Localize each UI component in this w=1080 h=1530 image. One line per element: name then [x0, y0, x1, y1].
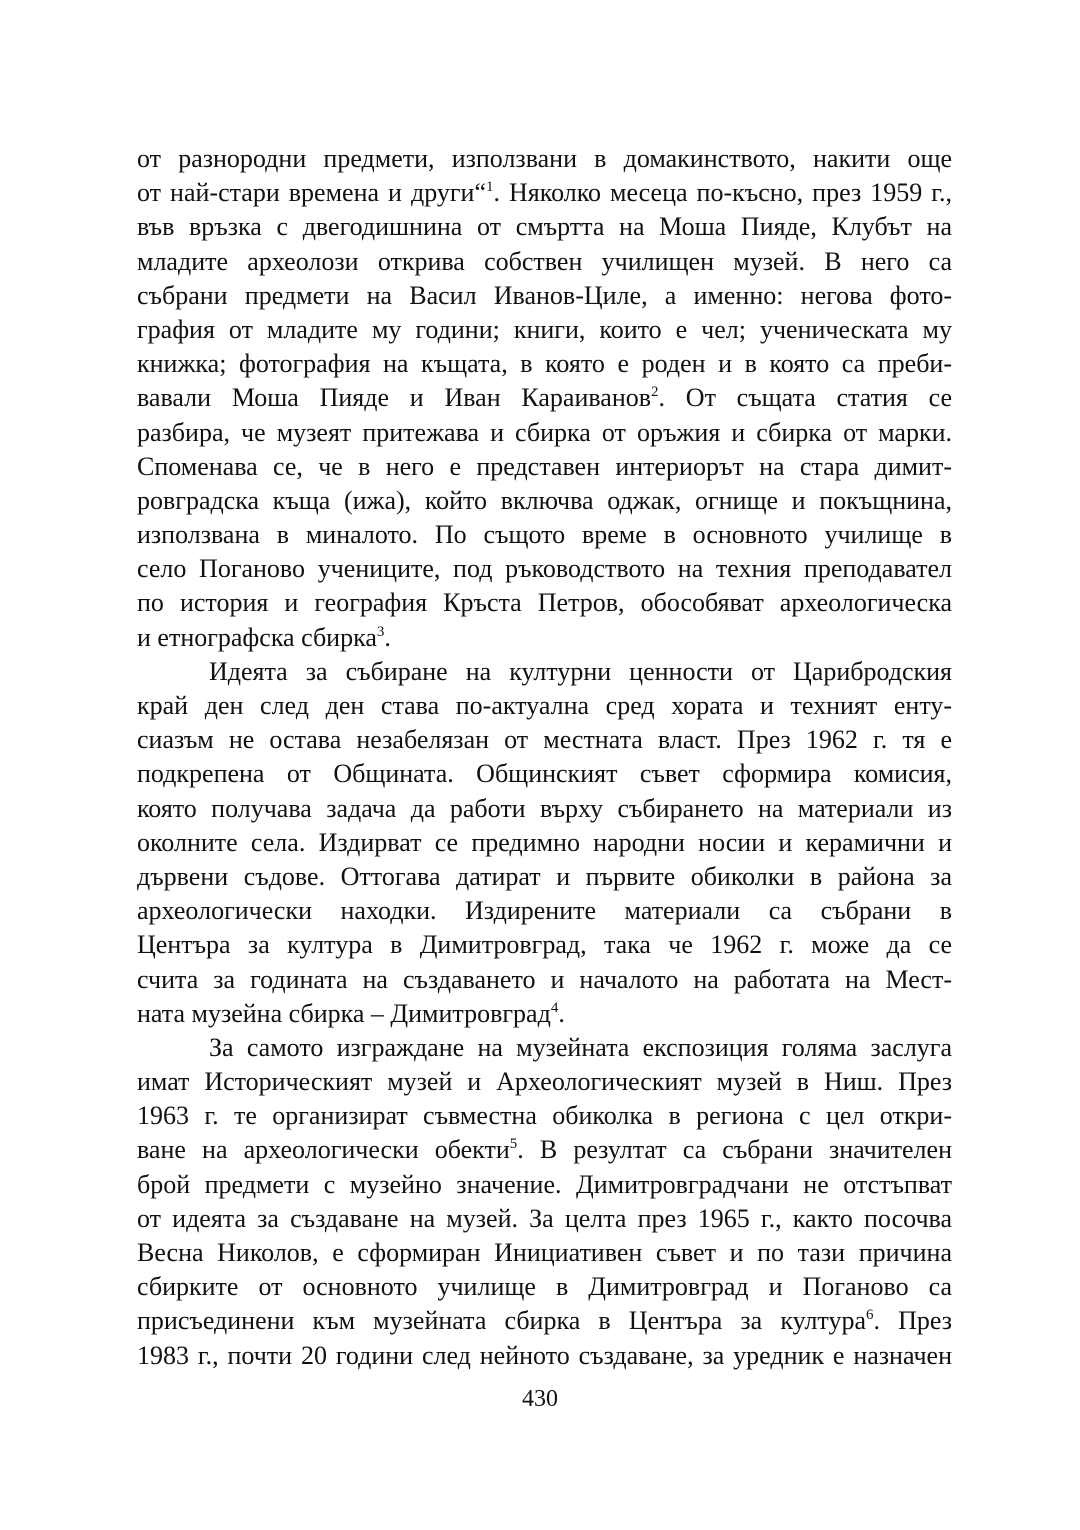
line-text: книжка; фотография на къщата, в която е роден и в която са преби-: [137, 349, 952, 379]
text-line: [137, 757, 952, 791]
text-line: [137, 176, 952, 210]
line-text: използвана в миналото. По същото време в основното училище в: [137, 520, 952, 550]
text-line: [137, 621, 952, 655]
line-text: имат Историческият музей и Археологическият музей в Ниш. През: [137, 1067, 952, 1097]
line-text: счита за годината на създаването и началото на работата на Мест-: [137, 964, 952, 994]
text-line: [137, 484, 952, 518]
text-line: [137, 552, 952, 586]
footnote-reference: 2: [651, 384, 659, 401]
line-text: сиазъм не остава незабелязан от местната власт. През 1962 г. тя е: [137, 725, 952, 755]
text-line: [137, 1202, 952, 1236]
text-line: [137, 518, 952, 552]
line-text: ната музейна сбирка – Димитровград: [137, 998, 551, 1028]
text-line: [137, 381, 952, 415]
text-line: [137, 1168, 952, 1202]
line-text: от идеята за създаване на музей. За целта през 1965 г., както посочва: [137, 1203, 952, 1233]
paragraph: [137, 142, 952, 655]
text-line: [137, 1031, 952, 1065]
line-text: брой предмети с музейно значение. Димитровградчани не отстъпват: [137, 1169, 952, 1199]
line-text-continued: . От същата статия се: [658, 383, 953, 413]
text-line: [137, 963, 952, 997]
line-text: от разнородни предмети, използвани в домакинството, накити още: [137, 144, 952, 173]
line-text: околните села. Издирват се предимно народни носии и керамични и: [137, 827, 952, 857]
line-text: 1983 г., почти 20 години след нейното създаване, за уредник е назначен: [137, 1340, 952, 1370]
line-text-continued: . В резултат са събрани значителен: [517, 1135, 952, 1165]
line-text-continued: . През: [873, 1306, 952, 1336]
text-line: [137, 826, 952, 860]
line-text-continued: . Няколко месеца по-късно, през 1959 г.,: [493, 178, 952, 208]
body-text: [137, 142, 952, 1373]
paragraph: [137, 655, 952, 1031]
text-line: [137, 723, 952, 757]
line-text: дървени съдове. Оттогава датират и първите обиколки в района за: [137, 861, 952, 891]
footnote-reference: 5: [509, 1136, 518, 1153]
footnote-reference: 4: [550, 999, 559, 1016]
text-line: [137, 928, 952, 962]
line-text: от най-стари времена и други“: [137, 178, 486, 208]
text-line: [137, 1270, 952, 1304]
line-text: която получава задача да работи върху събирането на материали из: [137, 793, 952, 823]
text-line: [137, 347, 952, 381]
line-text: вавали Моша Пияде и Иван Караиванов: [137, 383, 652, 413]
line-text: разбира, че музеят притежава и сбирка от оръжия и сбирка от марки.: [137, 417, 952, 447]
line-text: ровградска къща (ижа), който включва оджак, огнище и покъщнина,: [137, 485, 952, 515]
line-text: събрани предмети на Васил Иванов-Циле, а именно: негова фото-: [137, 280, 952, 310]
text-line: [137, 1133, 952, 1167]
text-line: [137, 450, 952, 484]
line-text: край ден след ден става по-актуална сред хората и техният енту-: [137, 691, 952, 720]
line-text: Центъра за култура в Димитровград, така че 1962 г. може да се: [137, 930, 952, 960]
line-text: село Поганово учениците, под ръководството на техния преподавател: [137, 554, 952, 584]
text-line: [137, 1304, 952, 1338]
text-line: [137, 210, 952, 244]
page-number: 430: [522, 1386, 558, 1412]
line-text: ване на археологически обекти: [137, 1135, 510, 1165]
line-text: 1963 г. те организират съвместна обиколка в региона с цел откри-: [137, 1101, 952, 1131]
text-line: [137, 142, 952, 176]
line-text: подкрепена от Общината. Общинският съвет сформира комисия,: [137, 759, 952, 789]
text-line: [137, 1339, 952, 1373]
text-line: [137, 586, 952, 620]
line-text: Идеята за събиране на културни ценности от Царибродския: [209, 656, 952, 686]
footnote-reference: 3: [376, 623, 385, 640]
text-line: [137, 689, 952, 723]
line-text: и етнографска сбирка: [137, 622, 377, 652]
text-line: [137, 894, 952, 928]
line-text: За самото изграждане на музейната експозиция голяма заслуга: [209, 1032, 952, 1062]
line-text-continued: .: [384, 622, 391, 652]
text-line: [137, 1236, 952, 1270]
line-text: по история и география Кръста Петров, обособяват археологическа: [137, 588, 952, 618]
text-line: [137, 416, 952, 450]
footnote-reference: 6: [865, 1307, 874, 1324]
line-text: графия от младите му години; книги, които е чел; ученическата му: [137, 314, 952, 344]
text-line: [137, 997, 952, 1031]
text-line: [137, 860, 952, 894]
line-text: Весна Николов, е сформиран Инициативен съвет и по тази причина: [137, 1238, 952, 1267]
line-text: сбирките от основното училище в Димитровград и Поганово са: [137, 1272, 952, 1302]
footnote-reference: 1: [486, 179, 494, 196]
text-line: [137, 1065, 952, 1099]
text-line: [137, 655, 952, 689]
line-text: Споменава се, че в него е представен интериорът на стара димит-: [137, 451, 952, 481]
text-line: [137, 245, 952, 279]
text-line: [137, 1099, 952, 1133]
line-text: археологически находки. Издирените материали са събрани в: [137, 896, 952, 926]
line-text: във връзка с двегодишнина от смъртта на Моша Пияде, Клубът на: [137, 212, 952, 242]
text-line: [137, 792, 952, 826]
text-line: [137, 279, 952, 313]
line-text: младите археолози открива собствен училищен музей. В него са: [137, 246, 952, 276]
paragraph: [137, 1031, 952, 1373]
line-text-continued: .: [558, 998, 565, 1028]
line-text: присъединени към музейната сбирка в Центъра за култура: [137, 1306, 866, 1336]
text-line: [137, 313, 952, 347]
